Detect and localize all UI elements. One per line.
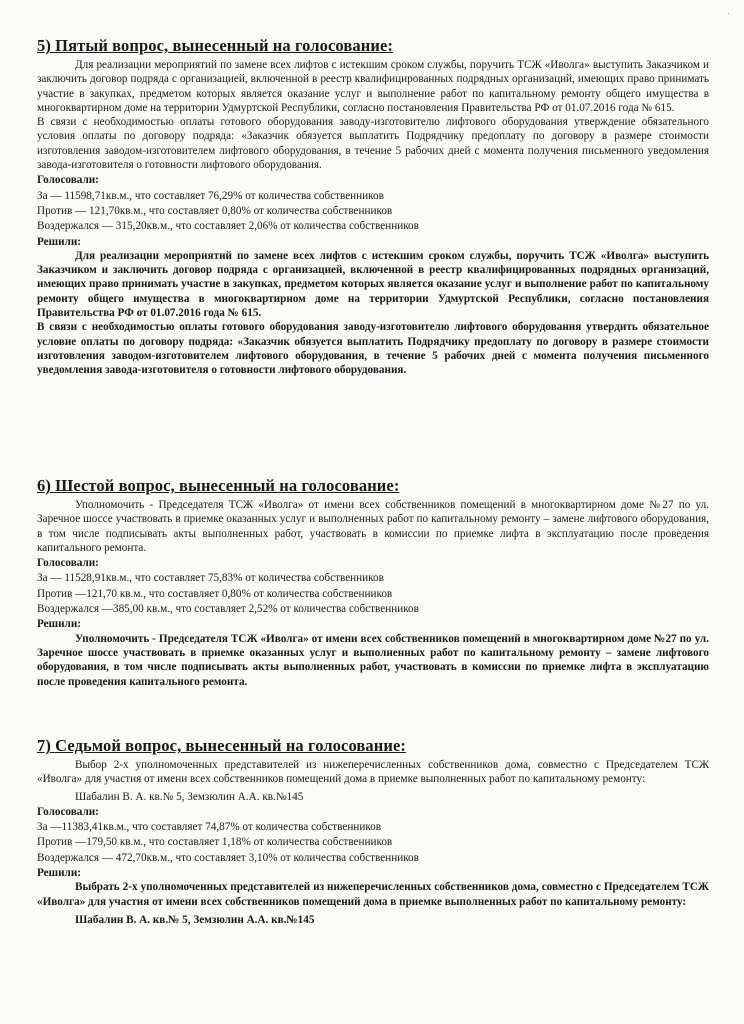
section-7-decision-names: Шабалин В. А. кв.№ 5, Земзюлин А.А. кв.№145 — [75, 913, 315, 926]
section-5-vote-against: Против — 121,70кв.м., что составляет 0,80% от количества собственников — [37, 204, 393, 217]
section-5-proposal-paragraph-2: В связи с необходимостью оплаты готового оборудования заводу-изготовителю лифтового оборудования утверждение обязательного условия оплаты по договору подряда: «Заказчик обязуется выплатить Подрядчику предоплату по договору в размере стоимости изготовления заводом-изготовителем лифтового оборудования, в течение 5 рабочих дней с момента получения письменного уведомления завода-изготовителя о готовности лифтового оборудования. — [37, 116, 709, 172]
section-5-decision-paragraph-1: Для реализации мероприятий по замене всех лифтов с истекшим сроком службы, поручить ТСЖ «Иволга» выступить Заказчиком и заключить договор подряда с организацией, включенной в реестр квалифицированных подрядных организаций, имеющих право принимать участие в закупках, предметом которых является оказание услуг и выполнение работ по капитальному ремонту общего имущества в многоквартирном доме на территории Удмуртской Республики, согласно постановления Правительства РФ от 01.07.2016 года № 615. — [37, 249, 709, 320]
section-5-voted-label: Голосовали: — [37, 174, 99, 187]
section-6-vote-against: Против —121,70 кв.м., что составляет 0,80% от количества собственников — [37, 587, 393, 600]
section-7-candidate-names: Шабалин В. А. кв.№ 5, Земзюлин А.А. кв.№145 — [75, 790, 304, 803]
section-7-vote-for: За —11383,41кв.м., что составляет 74,87% от количества собственников — [37, 821, 382, 834]
section-7-voted-label: Голосовали: — [37, 805, 99, 818]
section-6-voted-label: Голосовали: — [37, 557, 99, 570]
section-5-heading: 5) Пятый вопрос, вынесенный на голосование: — [37, 36, 393, 55]
section-6-proposal-paragraph-1: Уполномочить - Председателя ТСЖ «Иволга» от имени всех собственников помещений в многоквартирном доме №27 по ул. Заречное шоссе участвовать в приемке оказанных услуг и выполненных работ по капитальному ремонту – замене лифтового оборудования, в том числе подписывать акты выполненных работ, участвовать в комиссии по приемке лифта в эксплуатацию после проведения капитального ремонта. — [37, 499, 709, 554]
section-7-proposal-paragraph-1: Выбор 2-х уполномоченных представителей из нижеперечисленных собственников дома, совместно с Председателем ТСЖ «Иволга» для участия от имени всех собственников помещений дома в приемке выполненных работ по капитальному ремонту: — [37, 759, 709, 786]
section-question-7 — [37, 736, 709, 927]
section-7-vote-abstain: Воздержался — 472,70кв.м., что составляет 3,10% от количества собственников — [37, 851, 419, 864]
section-question-5 — [37, 36, 709, 378]
section-7-decision-paragraph-1: Выбрать 2-х уполномоченных представителей из нижеперечисленных собственников дома, совместно с Председателем ТСЖ «Иволга» для участия от имени всех собственников помещений дома в приемке выполненных работ по капитальному ремонту: — [37, 881, 709, 908]
section-6-vote-for: За — 11528,91кв.м., что составляет 75,83% от количества собственников — [37, 572, 384, 585]
section-7-vote-against: Против —179,50 кв.м., что составляет 1,18% от количества собственников — [37, 836, 393, 849]
section-7-heading: 7) Седьмой вопрос, вынесенный на голосование: — [37, 736, 406, 755]
section-6-decision-paragraph-1: Уполномочить - Председателя ТСЖ «Иволга» от имени всех собственников помещений в многоквартирном доме №27 по ул. Заречное шоссе участвовать в приемке оказанных услуг и выполненных работ по капитальному ремонту – замене лифтового оборудования, в том числе подписывать акты выполненных работ, участвовать в комиссии по приемке лифта в эксплуатацию после проведения капитального ремонта. — [37, 632, 709, 688]
corner-mark: · — [726, 9, 730, 20]
section-5-proposal-paragraph-1: Для реализации мероприятий по замене всех лифтов с истекшим сроком службы, поручить ТСЖ «Иволга» выступить Заказчиком и заключить договор подряда с организацией, включенной в реестр квалифицированных подрядных организаций, имеющих право принимать участие в закупках, предметом которых является оказание услуг и выполнение работ по капитальному ремонту общего имущества в многоквартирном доме на территории Удмуртской Республики, согласно постановления Правительства РФ от 01.07.2016 года № 615. — [37, 59, 709, 114]
section-6-heading: 6) Шестой вопрос, вынесенный на голосование: — [37, 476, 400, 495]
section-question-6 — [37, 476, 709, 689]
section-5-vote-abstain: Воздержался — 315,20кв.м., что составляет 2,06% от количества собственников — [37, 220, 419, 233]
section-6-vote-abstain: Воздержался —385,00 кв.м., что составляет 2,52% от количества собственников — [37, 603, 419, 616]
section-5-decided-label: Решили: — [37, 235, 81, 248]
section-5-vote-for: За — 11598,71кв.м., что составляет 76,29% от количества собственников — [37, 189, 384, 202]
section-7-decided-label: Решили: — [37, 867, 81, 880]
section-6-decided-label: Решили: — [37, 618, 81, 631]
section-5-decision-paragraph-2: В связи с необходимостью оплаты готового оборудования заводу-изготовителю лифтового оборудования утвердить обязательное условие оплаты по договору подряда: «Заказчик обязуется выплатить Подрядчику предоплату по договору в размере стоимости изготовления заводом-изготовителем лифтового оборудования, в течение 5 рабочих дней с момента получения письменного уведомления завода-изготовителя о готовности лифтового оборудования. — [37, 321, 709, 377]
